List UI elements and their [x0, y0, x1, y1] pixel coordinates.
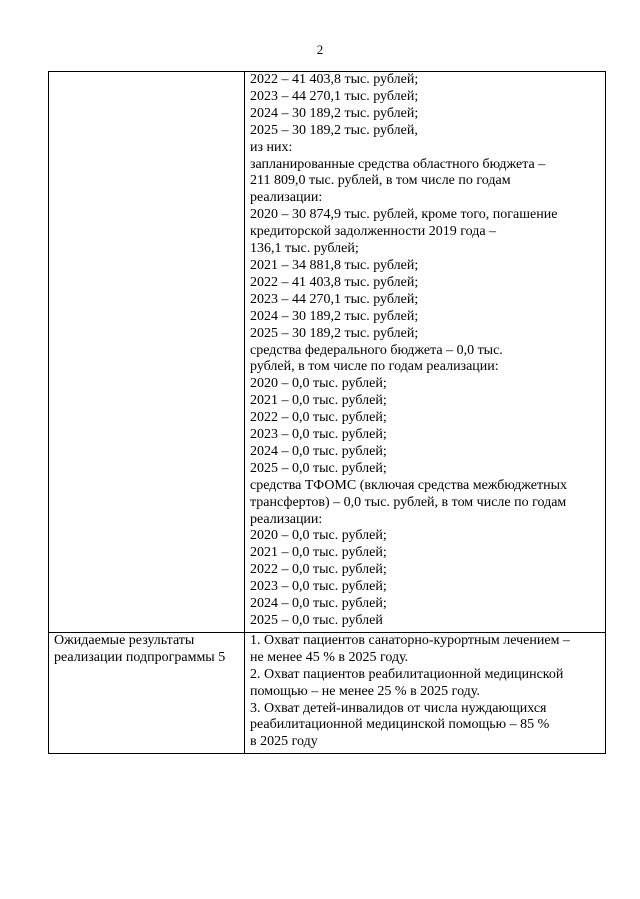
row-content-line: из них:: [250, 139, 293, 155]
row-content-line: реализации:: [250, 190, 323, 206]
row-content-line: 3. Охват детей-инвалидов от числа нуждающихся: [250, 700, 547, 716]
row-label-line: Ожидаемые результаты: [54, 632, 195, 648]
row-content-line: в 2025 году: [250, 734, 318, 750]
row-content-line: 2024 – 0,0 тыс. рублей;: [250, 443, 387, 459]
row-content-line: средства ТФОМС (включая средства межбюджетных: [250, 477, 568, 493]
row-content-line: 136,1 тыс. рублей;: [250, 241, 359, 257]
row-content-line: помощью – не менее 25 % в 2025 году.: [250, 683, 480, 699]
row-content-line: 1. Охват пациентов санаторно-курортным лечением –: [250, 632, 570, 648]
row-content-line: 2. Охват пациентов реабилитационной медицинской: [250, 666, 564, 682]
row-content-line: 2021 – 34 881,8 тыс. рублей;: [250, 257, 419, 273]
row-content-line: 2022 – 41 403,8 тыс. рублей;: [250, 274, 419, 290]
page-number: 2: [316, 42, 324, 57]
row-content-line: 2023 – 44 270,1 тыс. рублей;: [250, 291, 419, 307]
row-content-line: 2022 – 41 403,8 тыс. рублей;: [250, 72, 419, 87]
row-content-cell: [245, 632, 606, 753]
row-content-line: 2020 – 30 874,9 тыс. рублей, кроме того, погашение: [250, 207, 558, 223]
table-row: [49, 72, 606, 633]
row-content-line: кредиторской задолженности 2019 года –: [250, 224, 497, 240]
row-content-line: не менее 45 % в 2025 году.: [250, 649, 409, 665]
row-content-line: 2024 – 0,0 тыс. рублей;: [250, 596, 387, 612]
row-label-cell: [49, 72, 245, 633]
passport-table-body: [49, 72, 606, 754]
row-content-line: 2020 – 0,0 тыс. рублей;: [250, 528, 387, 544]
row-content-line: 2020 – 0,0 тыс. рублей;: [250, 376, 387, 392]
row-content-line: 2023 – 44 270,1 тыс. рублей;: [250, 88, 419, 104]
row-content-line: 2023 – 0,0 тыс. рублей;: [250, 427, 387, 443]
row-content-line: реабилитационной медицинской помощью – 85 %: [250, 717, 550, 733]
row-content-line: 2021 – 0,0 тыс. рублей;: [250, 393, 387, 409]
passport-table: [48, 71, 606, 754]
row-content-line: 2025 – 0,0 тыс. рублей;: [250, 460, 387, 476]
row-content-line: 2021 – 0,0 тыс. рублей;: [250, 545, 387, 561]
row-label-line: реализации подпрограммы 5: [54, 649, 226, 665]
row-content-line: средства федерального бюджета – 0,0 тыс.: [250, 342, 503, 358]
row-content-line: 2024 – 30 189,2 тыс. рублей;: [250, 105, 419, 121]
row-content-line: реализации:: [250, 511, 323, 527]
row-content-cell: [245, 72, 606, 633]
row-content-line: 2025 – 0,0 тыс. рублей: [250, 613, 383, 628]
row-content-line: 2022 – 0,0 тыс. рублей;: [250, 410, 387, 426]
row-content-line: 2024 – 30 189,2 тыс. рублей;: [250, 308, 419, 324]
row-content-line: 2025 – 30 189,2 тыс. рублей;: [250, 325, 419, 341]
row-content-line: трансфертов) – 0,0 тыс. рублей, в том числе по годам: [250, 494, 567, 510]
row-content-line: 2022 – 0,0 тыс. рублей;: [250, 562, 387, 578]
row-content-line: 2023 – 0,0 тыс. рублей;: [250, 579, 387, 595]
table-row: [49, 632, 606, 753]
row-content-line: рублей, в том числе по годам реализации:: [250, 359, 499, 375]
row-content-line: запланированные средства областного бюджета –: [250, 156, 546, 172]
row-content-line: 2025 – 30 189,2 тыс. рублей,: [250, 122, 418, 138]
row-content-line: 211 809,0 тыс. рублей, в том числе по годам: [250, 173, 511, 189]
row-label-cell: [49, 632, 245, 753]
